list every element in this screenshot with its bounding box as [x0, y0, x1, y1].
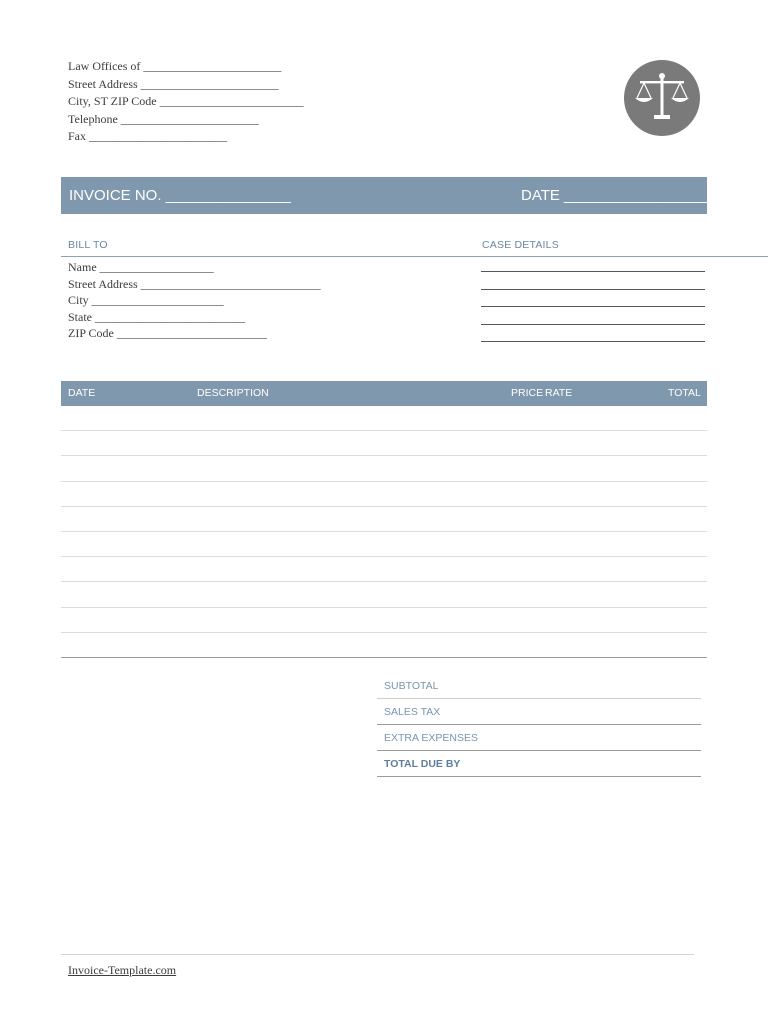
section-divider [61, 256, 768, 257]
case-detail-line[interactable] [481, 271, 705, 272]
table-row[interactable] [61, 406, 707, 431]
table-row[interactable] [61, 557, 707, 582]
firm-street-address-line: Street Address _______________________ [68, 76, 279, 91]
table-row[interactable] [61, 507, 707, 532]
bill-to-city-line[interactable]: City ______________________ [68, 293, 224, 307]
footer-divider [61, 954, 694, 955]
items-table-header [61, 381, 707, 406]
extra-expenses-row[interactable]: EXTRA EXPENSES [377, 725, 701, 751]
totals-block [377, 673, 701, 777]
table-row[interactable] [61, 633, 707, 658]
table-row[interactable] [61, 456, 707, 481]
column-header-total: TOTAL [668, 387, 701, 399]
column-header-description: DESCRIPTION [197, 387, 269, 399]
column-header-rate: RATE [545, 387, 573, 399]
scales-of-justice-icon [624, 60, 700, 136]
footer-link[interactable]: Invoice-Template.com [68, 963, 177, 977]
invoice-date-field[interactable]: DATE ___________________ [521, 187, 723, 204]
sales-tax-row[interactable]: SALES TAX [377, 699, 701, 725]
total-due-row[interactable]: TOTAL DUE BY [377, 751, 701, 777]
bill-to-zip-line[interactable]: ZIP Code _________________________ [68, 326, 267, 340]
table-row[interactable] [61, 582, 707, 607]
case-details-heading: CASE DETAILS [482, 239, 559, 251]
case-detail-line[interactable] [481, 324, 705, 325]
table-row[interactable] [61, 482, 707, 507]
items-table-body [61, 406, 707, 658]
law-offices-line: Law Offices of _______________________ [68, 59, 282, 73]
bill-to-name-line[interactable]: Name ___________________ [68, 260, 214, 274]
table-row[interactable] [61, 431, 707, 456]
telephone-line: Telephone _______________________ [68, 111, 259, 126]
table-row[interactable] [61, 532, 707, 557]
firm-info [68, 58, 328, 146]
bill-to-block [68, 259, 328, 342]
case-detail-line[interactable] [481, 289, 705, 290]
bill-to-street-line[interactable]: Street Address ______________________________ [68, 276, 321, 291]
case-details-lines [481, 271, 705, 359]
invoice-number-field[interactable]: INVOICE NO. _______________ [69, 187, 291, 204]
column-header-price: PRICE [511, 387, 544, 399]
invoice-header-band [61, 177, 723, 214]
bill-to-heading: BILL TO [68, 239, 108, 251]
fax-line: Fax _______________________ [68, 129, 227, 143]
table-row[interactable] [61, 608, 707, 633]
column-header-date: DATE [68, 387, 96, 399]
case-detail-line[interactable] [481, 341, 705, 342]
case-detail-line[interactable] [481, 306, 705, 307]
bill-to-state-line[interactable]: State _________________________ [68, 309, 245, 324]
firm-city-st-zip-line: City, ST ZIP Code ________________________ [68, 94, 304, 108]
subtotal-row[interactable]: SUBTOTAL [377, 673, 701, 699]
